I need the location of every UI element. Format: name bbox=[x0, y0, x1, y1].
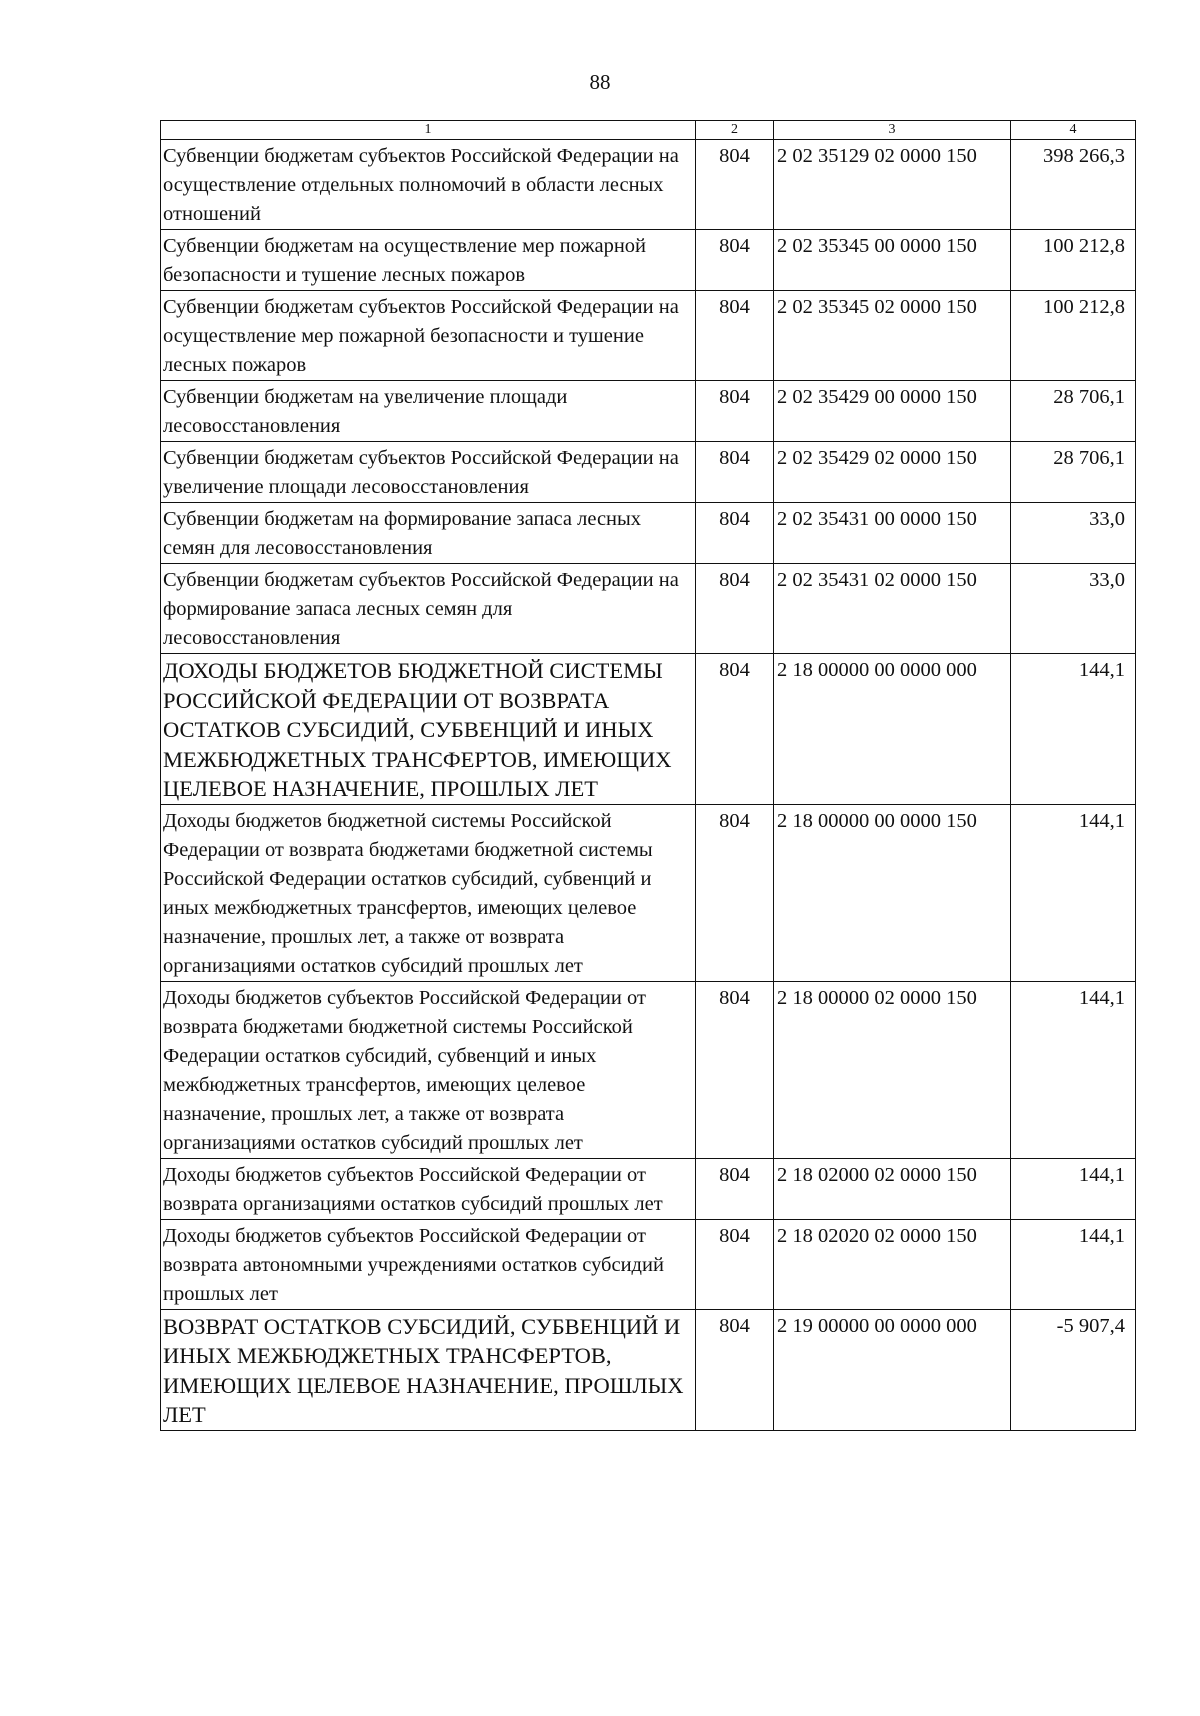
row-amount: 144,1 bbox=[1011, 1158, 1136, 1219]
row-name: ДОХОДЫ БЮДЖЕТОВ БЮДЖЕТНОЙ СИСТЕМЫ РОССИЙСКОЙ ФЕДЕРАЦИИ ОТ ВОЗВРАТА ОСТАТКОВ СУБСИДИЙ, СУБВЕНЦИЙ И ИНЫХ МЕЖБЮДЖЕТНЫХ ТРАНСФЕРТОВ, ИМЕЮЩИХ ЦЕЛЕВОЕ НАЗНАЧЕНИЕ, ПРОШЛЫХ ЛЕТ bbox=[161, 654, 696, 805]
table-row bbox=[161, 503, 1136, 564]
row-revenue-code: 2 02 35429 00 0000 150 bbox=[774, 381, 1011, 442]
row-name: Субвенции бюджетам субъектов Российской Федерации на формирование запаса лесных семян для лесовосстановления bbox=[161, 564, 696, 654]
row-amount: 100 212,8 bbox=[1011, 230, 1136, 291]
row-amount: 398 266,3 bbox=[1011, 140, 1136, 230]
column-number-1: 1 bbox=[161, 121, 696, 140]
row-name: Доходы бюджетов субъектов Российской Федерации от возврата автономными учреждениями остатков субсидий прошлых лет bbox=[161, 1219, 696, 1309]
row-amount: 144,1 bbox=[1011, 981, 1136, 1158]
row-revenue-code: 2 18 00000 02 0000 150 bbox=[774, 981, 1011, 1158]
row-revenue-code: 2 02 35431 02 0000 150 bbox=[774, 564, 1011, 654]
row-amount: 144,1 bbox=[1011, 1219, 1136, 1309]
row-revenue-code: 2 02 35345 02 0000 150 bbox=[774, 291, 1011, 381]
table-row bbox=[161, 1158, 1136, 1219]
row-name: Доходы бюджетов субъектов Российской Федерации от возврата организациями остатков субсидий прошлых лет bbox=[161, 1158, 696, 1219]
row-admin-code: 804 bbox=[696, 140, 774, 230]
table-row bbox=[161, 140, 1136, 230]
column-number-header-row bbox=[161, 121, 1136, 140]
row-amount: 144,1 bbox=[1011, 654, 1136, 805]
table-row bbox=[161, 1219, 1136, 1309]
row-name: Субвенции бюджетам на увеличение площади лесовосстановления bbox=[161, 381, 696, 442]
row-name: Субвенции бюджетам на осуществление мер пожарной безопасности и тушение лесных пожаров bbox=[161, 230, 696, 291]
table-row bbox=[161, 442, 1136, 503]
budget-revenue-table bbox=[160, 120, 1136, 1431]
table-row bbox=[161, 981, 1136, 1158]
row-admin-code: 804 bbox=[696, 230, 774, 291]
row-name: ВОЗВРАТ ОСТАТКОВ СУБСИДИЙ, СУБВЕНЦИЙ И ИНЫХ МЕЖБЮДЖЕТНЫХ ТРАНСФЕРТОВ, ИМЕЮЩИХ ЦЕЛЕВОЕ НАЗНАЧЕНИЕ, ПРОШЛЫХ ЛЕТ bbox=[161, 1309, 696, 1430]
row-revenue-code: 2 18 00000 00 0000 150 bbox=[774, 804, 1011, 981]
table-row-section-heading bbox=[161, 654, 1136, 805]
row-admin-code: 804 bbox=[696, 564, 774, 654]
row-admin-code: 804 bbox=[696, 503, 774, 564]
row-name: Субвенции бюджетам субъектов Российской Федерации на увеличение площади лесовосстановления bbox=[161, 442, 696, 503]
table-row bbox=[161, 564, 1136, 654]
row-admin-code: 804 bbox=[696, 654, 774, 805]
row-name: Субвенции бюджетам на формирование запаса лесных семян для лесовосстановления bbox=[161, 503, 696, 564]
row-admin-code: 804 bbox=[696, 381, 774, 442]
table-row bbox=[161, 291, 1136, 381]
row-name: Доходы бюджетов бюджетной системы Российской Федерации от возврата бюджетами бюджетной системы Российской Федерации остатков субсидий, субвенций и иных межбюджетных трансфертов, имеющих целевое назначение, прошлых лет, а также от возврата организациями остатков субсидий прошлых лет bbox=[161, 804, 696, 981]
row-admin-code: 804 bbox=[696, 1309, 774, 1430]
row-admin-code: 804 bbox=[696, 1219, 774, 1309]
column-number-3: 3 bbox=[774, 121, 1011, 140]
row-amount: 33,0 bbox=[1011, 564, 1136, 654]
row-revenue-code: 2 19 00000 00 0000 000 bbox=[774, 1309, 1011, 1430]
row-amount: 33,0 bbox=[1011, 503, 1136, 564]
table-row bbox=[161, 230, 1136, 291]
row-revenue-code: 2 02 35129 02 0000 150 bbox=[774, 140, 1011, 230]
column-number-4: 4 bbox=[1011, 121, 1136, 140]
row-name: Доходы бюджетов субъектов Российской Федерации от возврата бюджетами бюджетной системы Российской Федерации остатков субсидий, субвенций и иных межбюджетных трансфертов, имеющих целевое назначение, прошлых лет, а также от возврата организациями остатков субсидий прошлых лет bbox=[161, 981, 696, 1158]
row-admin-code: 804 bbox=[696, 1158, 774, 1219]
row-admin-code: 804 bbox=[696, 442, 774, 503]
row-admin-code: 804 bbox=[696, 981, 774, 1158]
row-amount: 28 706,1 bbox=[1011, 381, 1136, 442]
row-revenue-code: 2 02 35431 00 0000 150 bbox=[774, 503, 1011, 564]
row-amount: 28 706,1 bbox=[1011, 442, 1136, 503]
row-revenue-code: 2 18 02000 02 0000 150 bbox=[774, 1158, 1011, 1219]
row-revenue-code: 2 18 02020 02 0000 150 bbox=[774, 1219, 1011, 1309]
row-admin-code: 804 bbox=[696, 804, 774, 981]
row-amount: -5 907,4 bbox=[1011, 1309, 1136, 1430]
row-revenue-code: 2 18 00000 00 0000 000 bbox=[774, 654, 1011, 805]
table-row-section-heading bbox=[161, 1309, 1136, 1430]
row-name: Субвенции бюджетам субъектов Российской Федерации на осуществление отдельных полномочий в области лесных отношений bbox=[161, 140, 696, 230]
row-amount: 100 212,8 bbox=[1011, 291, 1136, 381]
row-revenue-code: 2 02 35429 02 0000 150 bbox=[774, 442, 1011, 503]
row-revenue-code: 2 02 35345 00 0000 150 bbox=[774, 230, 1011, 291]
column-number-2: 2 bbox=[696, 121, 774, 140]
table-row bbox=[161, 381, 1136, 442]
table-row bbox=[161, 804, 1136, 981]
row-amount: 144,1 bbox=[1011, 804, 1136, 981]
page-number: 88 bbox=[589, 70, 611, 94]
row-name: Субвенции бюджетам субъектов Российской Федерации на осуществление мер пожарной безопасности и тушение лесных пожаров bbox=[161, 291, 696, 381]
row-admin-code: 804 bbox=[696, 291, 774, 381]
